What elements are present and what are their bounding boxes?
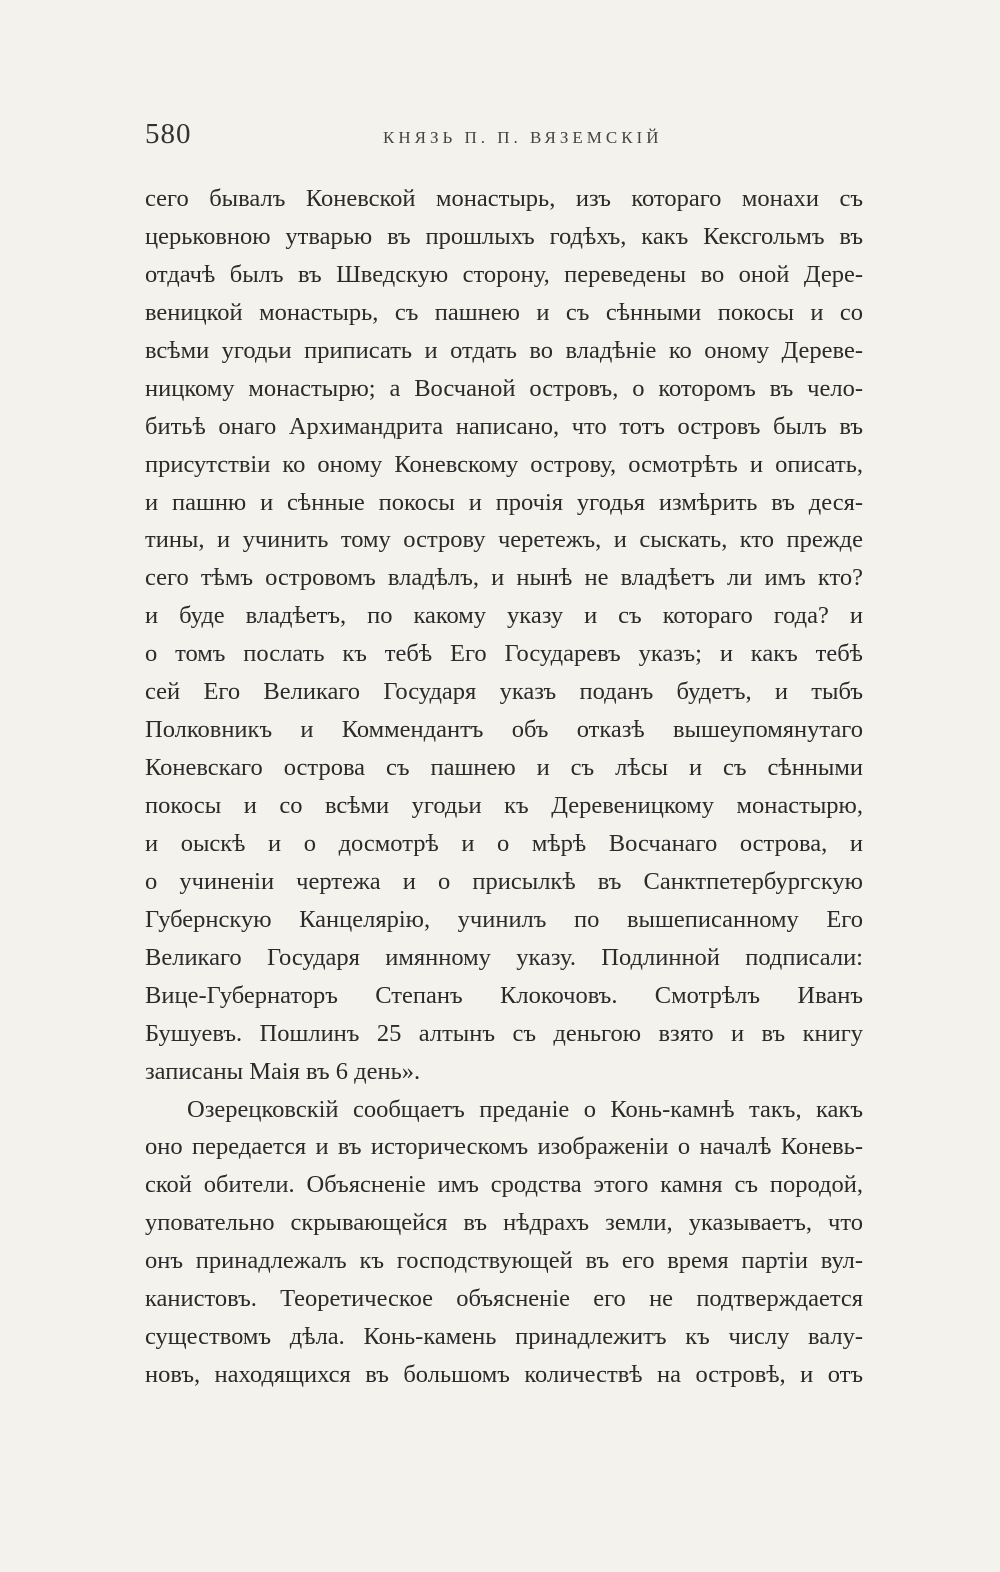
text-line: Полковникъ и Коммендантъ объ отказѣ вышеупомянутаго xyxy=(145,716,863,744)
text-line: оно передается и въ историческомъ изображеніи о началѣ Коневь- xyxy=(145,1133,863,1161)
text-line: и буде владѣетъ, по какому указу и съ котораго года? и xyxy=(145,602,863,630)
text-line: битьѣ онаго Архимандрита написано, что тотъ островъ былъ въ xyxy=(145,412,863,440)
text-line: Бушуевъ. Пошлинъ 25 алтынъ съ деньгою взято и въ книгу xyxy=(145,1019,863,1047)
body-text xyxy=(145,180,863,1394)
text-line: всѣми угодьи приписать и отдать во владѣніе ко оному Дереве- xyxy=(145,336,863,364)
running-head: КНЯЗЬ П. П. ВЯЗЕМСКІЙ xyxy=(383,128,663,147)
text-line: сей Его Великаго Государя указъ поданъ будетъ, и тыбъ xyxy=(145,678,863,706)
paragraph xyxy=(145,1091,863,1395)
text-line: канистовъ. Теоретическое объясненіе его не подтверждается xyxy=(145,1285,863,1313)
text-line: Озерецковскій сообщаетъ преданіе о Конь-камнѣ такъ, какъ xyxy=(187,1095,863,1123)
text-line: ницкому монастырю; а Восчаной островъ, о которомъ въ чело- xyxy=(145,374,863,402)
text-line: веницкой монастырь, съ пашнею и съ сѣнными покосы и со xyxy=(145,298,863,326)
text-line: ской обители. Объясненіе имъ сродства этого камня съ породой, xyxy=(145,1171,863,1199)
text-line: тины, и учинить тому острову черетежъ, и сыскать, кто прежде xyxy=(145,526,863,554)
text-line: и оыскѣ и о досмотрѣ и о мѣрѣ Восчанаго острова, и xyxy=(145,829,863,857)
text-line: онъ принадлежалъ къ господствующей въ его время партіи вул- xyxy=(145,1247,863,1275)
text-line: записаны Маія въ 6 день». xyxy=(145,1057,421,1085)
text-line: о томъ послать къ тебѣ Его Государевъ указъ; и какъ тебѣ xyxy=(145,640,863,668)
text-line: существомъ дѣла. Конь-камень принадлежитъ къ числу валу- xyxy=(145,1323,863,1351)
text-line: присутствіи ко оному Коневскому острову, осмотрѣть и описать, xyxy=(145,450,863,478)
text-line: Губернскую Канцелярію, учинилъ по вышеписанному Его xyxy=(145,905,863,933)
text-line: и пашню и сѣнные покосы и прочія угодья измѣрить въ деся- xyxy=(145,488,863,516)
text-line: покосы и со всѣми угодьи къ Деревеницкому монастырю, xyxy=(145,792,863,819)
text-line: Великаго Государя имянному указу. Подлинной подписали: xyxy=(145,943,863,971)
text-line: Коневскаго острова съ пашнею и съ лѣсы и съ сѣнными xyxy=(145,754,863,782)
text-line: новъ, находящихся въ большомъ количествѣ на островѣ, и отъ xyxy=(145,1361,863,1389)
text-line: уповательно скрывающейся въ нѣдрахъ земли, указываетъ, что xyxy=(145,1209,863,1237)
text-line: церьковною утварью въ прошлыхъ годѣхъ, какъ Кексгольмъ въ xyxy=(145,222,863,250)
text-line: отдачѣ былъ въ Шведскую сторону, переведены во оной Дере- xyxy=(145,260,863,288)
text-line: сего бывалъ Коневской монастырь, изъ котораго монахи съ xyxy=(145,185,863,212)
text-line: о учиненіи чертежа и о присылкѣ въ Санктпетербургскую xyxy=(145,867,863,895)
paragraph xyxy=(145,180,863,1091)
page-number: 580 xyxy=(145,118,192,150)
text-line: Вице-Губернаторъ Степанъ Клокочовъ. Смотрѣлъ Иванъ xyxy=(145,981,863,1009)
text-line: сего тѣмъ островомъ владѣлъ, и нынѣ не владѣетъ ли имъ кто? xyxy=(145,564,863,592)
page-header xyxy=(145,118,863,158)
